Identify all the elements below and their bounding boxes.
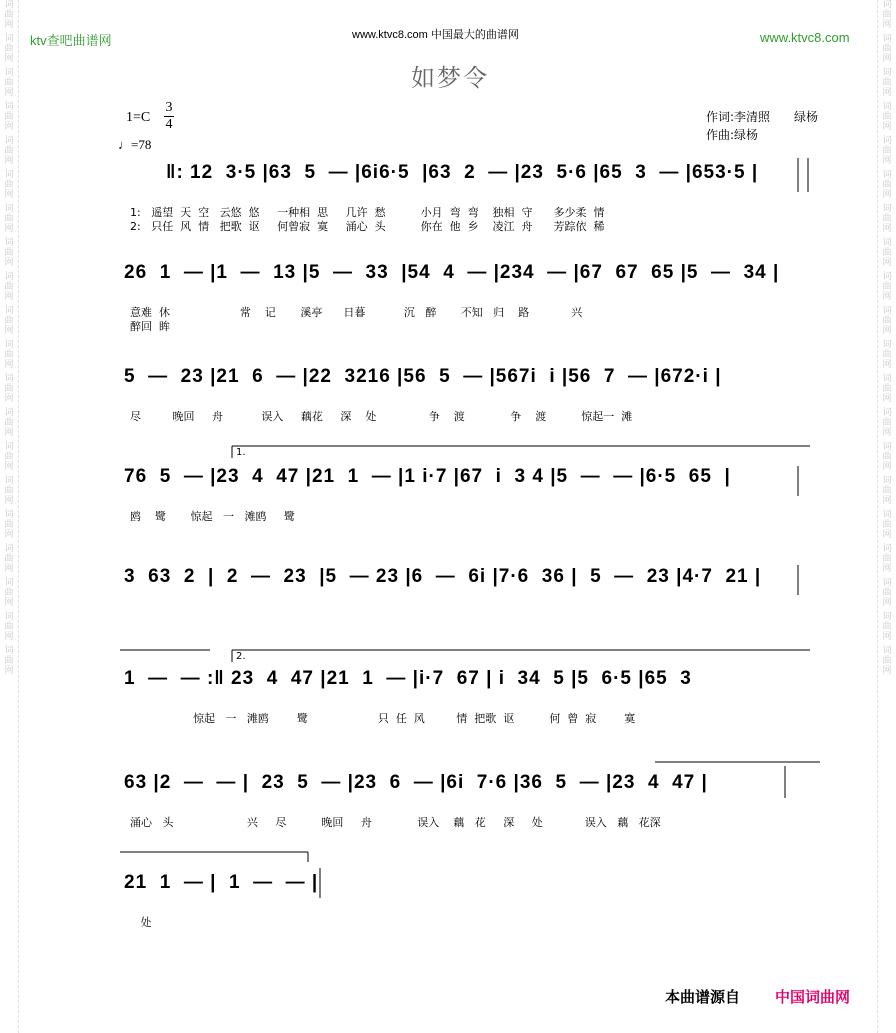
source-label: 本曲谱源自 — [665, 988, 741, 1006]
notation-line: 26 1 — |1 — 13 |5 — 33 |54 4 — |234 — |67 67 65 |5 — 34 | — [124, 262, 780, 283]
watermark-glyph: 词 曲 网 — [4, 102, 14, 132]
watermark-glyph: 词 曲 网 — [4, 544, 14, 574]
lyricist-credit: 作词:李清照 绿杨 — [706, 110, 819, 124]
watermark-glyph: 词 曲 网 — [4, 510, 14, 540]
watermark-glyph: 词 曲 网 — [882, 68, 892, 98]
second-ending-mark: 2. — [236, 651, 246, 662]
watermark-glyph: 词 曲 网 — [4, 646, 14, 676]
watermark-glyph: 词 曲 网 — [882, 272, 892, 302]
lyrics-verse-1: 尽 晚回 舟 误入 藕花 深 处 争 渡 争 渡 惊起一 滩 — [130, 410, 633, 423]
notation-line: 5 — 23 |21 6 — |22 3216 |56 5 — |567i i |56 7 — |672·i | — [124, 366, 722, 387]
watermark-glyph: 词 曲 网 — [4, 340, 14, 370]
site-name-left[interactable]: ktv查吧曲谱网 — [30, 33, 112, 48]
watermark-glyph: 词 曲 网 — [4, 612, 14, 642]
lyrics-verse-1: 处 — [130, 916, 152, 929]
watermark-glyph: 词 曲 网 — [4, 238, 14, 268]
time-bottom: 4 — [165, 117, 173, 132]
watermark-glyph: 词 曲 网 — [882, 374, 892, 404]
watermark-glyph: 词 曲 网 — [882, 646, 892, 676]
watermark-glyph: 词 曲 网 — [882, 34, 892, 64]
watermark-glyph: 词 曲 网 — [4, 136, 14, 166]
watermark-glyph: 词 曲 网 — [4, 0, 14, 30]
notation-line: 1 — — :‖ 23 4 47 |21 1 — |i·7 67 | i 34 5 |5 6·5 |65 3 — [124, 668, 692, 689]
watermark-glyph: 词 曲 网 — [882, 408, 892, 438]
watermark-glyph: 词 曲 网 — [882, 510, 892, 540]
watermark-glyph: 词 曲 网 — [882, 340, 892, 370]
watermark-glyph: 词 曲 网 — [882, 102, 892, 132]
watermark-glyph: 词 曲 网 — [4, 306, 14, 336]
watermark-glyph: 词 曲 网 — [882, 306, 892, 336]
watermark-glyph: 词 曲 网 — [4, 204, 14, 234]
watermark-glyph: 词 曲 网 — [882, 442, 892, 472]
watermark-glyph: 词 曲 网 — [4, 68, 14, 98]
watermark-glyph: 词 曲 网 — [4, 476, 14, 506]
lyrics-verse-1: 鸥 鹭 惊起 一 滩鸥 鹭 — [130, 510, 295, 523]
key-signature: 1=C — [126, 110, 151, 125]
notation-line: 76 5 — |23 4 47 |21 1 — |1 i·7 |67 i 3 4 |5 — — |6·5 65 | — [124, 466, 731, 487]
watermark-glyph: 词 曲 网 — [4, 170, 14, 200]
watermark-glyph: 词 曲 网 — [4, 272, 14, 302]
lyrics-verse-1: 意难 休 常 记 溪亭 日暮 沉 醉 不知 归 路 兴 — [130, 306, 583, 319]
time-top: 3 — [165, 100, 173, 115]
watermark-glyph: 词 曲 网 — [4, 442, 14, 472]
site-url-right[interactable]: www.ktvc8.com — [760, 30, 850, 45]
notation-line: 21 1 — | 1 — — | — [124, 872, 319, 893]
song-title: 如梦令 — [411, 64, 489, 92]
watermark-glyph: 词 曲 网 — [882, 204, 892, 234]
watermark-glyph: 词 曲 网 — [882, 170, 892, 200]
lyrics-verse-2: 醉回 眸 — [130, 320, 170, 333]
composer-credit: 作曲:绿杨 — [706, 128, 759, 142]
notation-line: 63 |2 — — | 23 5 — |23 6 — |6i 7·6 |36 5 — |23 4 47 | — [124, 772, 708, 793]
watermark-glyph: 词 曲 网 — [882, 238, 892, 268]
watermark-glyph: 词 曲 网 — [4, 408, 14, 438]
site-tagline[interactable]: www.ktvc8.com 中国最大的曲谱网 — [352, 29, 519, 41]
lyrics-verse-1: 惊起 一 滩鸥 鹭 只 任 风 情 把歌 讴 何 曾 寂 寞 — [130, 712, 636, 725]
notation-line: ‖: 12 3·5 |63 5 — |6i6·5 |63 2 — |23 5·6 |65 3 — |653·5 | — [166, 162, 759, 183]
watermark-glyph: 词 曲 网 — [4, 578, 14, 608]
watermark-glyph: 词 曲 网 — [882, 476, 892, 506]
watermark-glyph: 词 曲 网 — [882, 578, 892, 608]
watermark-glyph: 词 曲 网 — [882, 0, 892, 30]
first-ending-mark: 1. — [236, 447, 246, 458]
watermark-glyph: 词 曲 网 — [882, 612, 892, 642]
lyrics-verse-1: 1: 遥望 天 空 云悠 悠 一种相 思 几许 愁 小月 弯 弯 独相 守 多少柔 情 — [130, 206, 605, 219]
watermark-glyph: 词 曲 网 — [882, 136, 892, 166]
watermark-glyph: 词 曲 网 — [4, 34, 14, 64]
lyrics-verse-2: 2: 只任 风 情 把歌 讴 何曾寂 寞 涌心 头 你在 他 乡 凌江 舟 芳踪依 稀 — [130, 220, 605, 233]
watermark-glyph: 词 曲 网 — [882, 544, 892, 574]
tempo-mark: ♩=78 — [118, 137, 152, 152]
lyrics-verse-1: 涌心 头 兴 尽 晚回 舟 误入 藕 花 深 处 误入 藕 花深 — [130, 816, 661, 829]
notation-line: 3 63 2 | 2 — 23 |5 — 23 |6 — 6i |7·6 36 | 5 — 23 |4·7 21 | — [124, 566, 762, 587]
source-site-link[interactable]: 中国词曲网 — [775, 988, 851, 1006]
watermark-glyph: 词 曲 网 — [4, 374, 14, 404]
